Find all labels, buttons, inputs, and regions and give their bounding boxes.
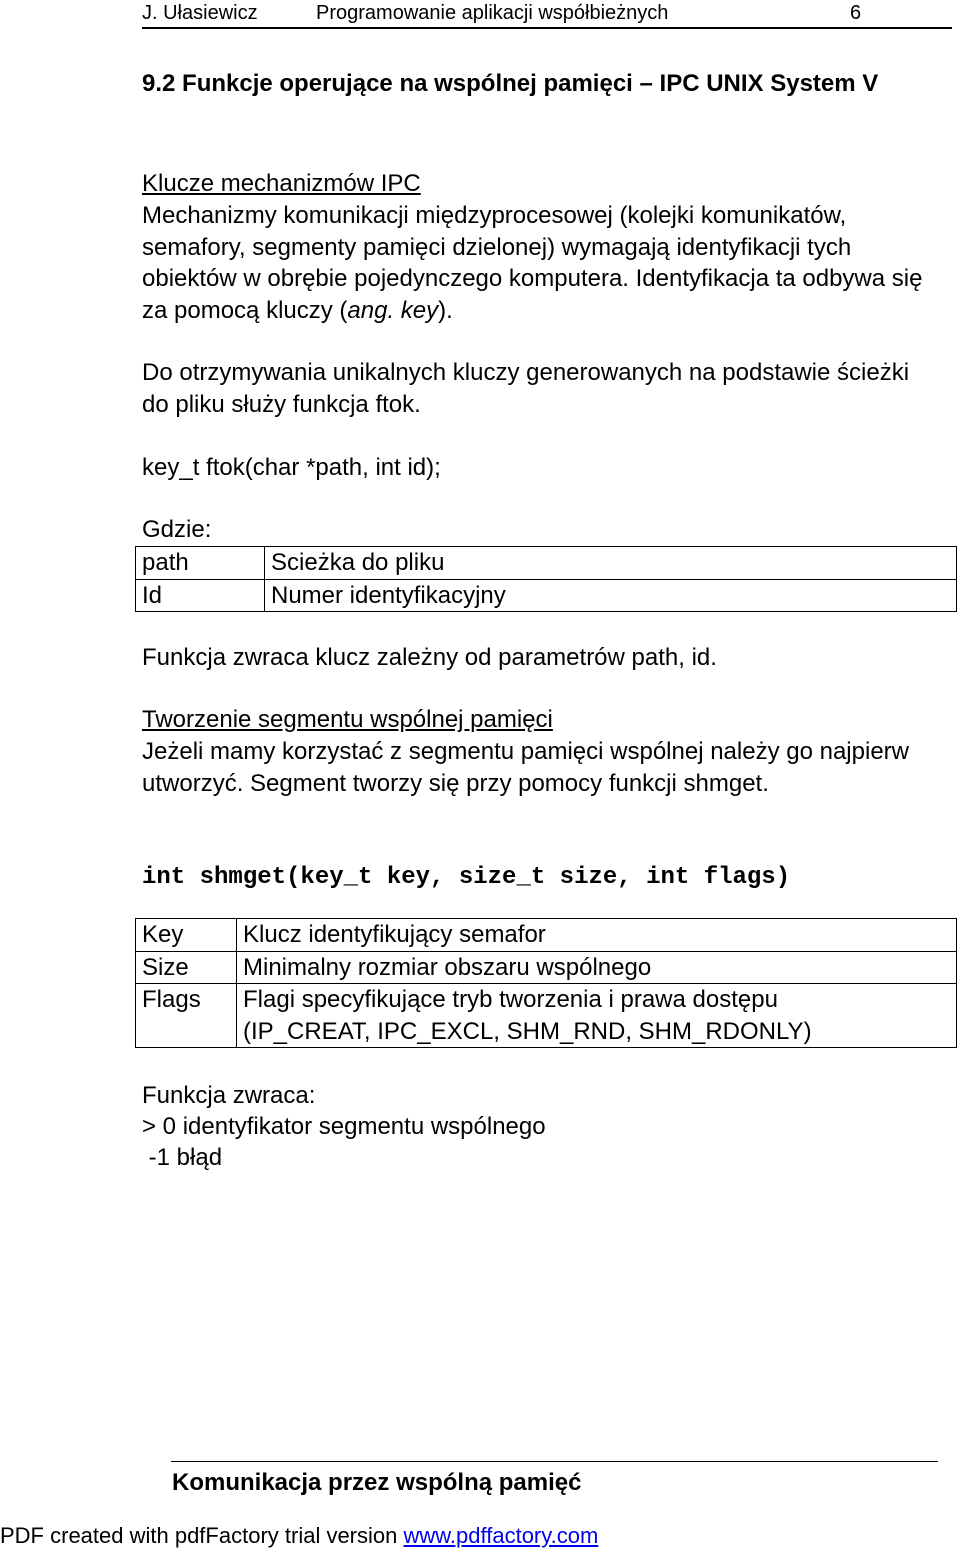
param-desc: Klucz identyfikujący semafor [237, 919, 957, 952]
keys-paragraph-1-ang: ang. key [347, 296, 439, 324]
shmget-returns-ok: > 0 identyfikator segmentu wspólnego [142, 1113, 546, 1140]
keys-paragraph-1-text: Mechanizmy komunikacji międzyprocesowej (kolejki komunikatów, semafory, segmenty pamięci dzielonej) wymagają identyfikacji tych obiektów w obrębie pojedynczego komputera. Identyfikacja ta odbywa się za pomocą kluczy ( [142, 202, 923, 324]
table-row [136, 919, 957, 952]
param-desc [237, 984, 957, 1048]
page-header [142, 0, 861, 26]
table-row [136, 951, 957, 984]
table-row [136, 984, 957, 1048]
keys-paragraph-1-end: ). [438, 296, 453, 324]
shmget-returns-err: -1 błąd [142, 1144, 223, 1171]
shmget-signature: int shmget(key_t key, size_t size, int flags) [142, 864, 791, 891]
shmget-returns-label: Funkcja zwraca: [142, 1082, 316, 1109]
param-name: path [136, 547, 265, 580]
keys-paragraph-2: Do otrzymywania unikalnych kluczy generowanych na podstawie ścieżki do pliku służy funkcja ftok. [142, 359, 910, 418]
header-author: J. Ułasiewicz [142, 2, 258, 24]
footer-divider [171, 1461, 938, 1462]
ftok-returns: Funkcja zwraca klucz zależny od parametrów path, id. [142, 644, 717, 671]
param-name: Key [136, 919, 237, 952]
param-desc: Numer identyfikacyjny [265, 579, 957, 612]
table-row [136, 547, 957, 580]
param-name: Size [136, 951, 237, 984]
param-name: Id [136, 579, 265, 612]
pdf-watermark-note [0, 1522, 598, 1550]
pdf-note-text: PDF created with pdfFactory trial version [0, 1523, 404, 1548]
param-desc-line-1: Flagi specyfikujące tryb tworzenia i prawa dostępu [243, 986, 778, 1013]
shm-paragraph: Jeżeli mamy korzystać z segmentu pamięci wspólnej należy go najpierw utworzyć. Segment tworzy się przy pomocy funkcji shmget. [142, 738, 909, 797]
footer-chapter-title: Komunikacja przez wspólną pamięć [172, 1469, 582, 1496]
shmget-params-table [135, 918, 957, 1048]
pdffactory-link[interactable]: www.pdffactory.com [403, 1523, 599, 1548]
ftok-signature: key_t ftok(char *path, int id); [142, 454, 441, 481]
keys-paragraph-1 [142, 200, 932, 326]
section-title: 9.2 Funkcje operujące na wspólnej pamięci – IPC UNIX System V [142, 70, 879, 97]
header-page-number: 6 [850, 2, 862, 24]
keys-heading: Klucze mechanizmów IPC [142, 170, 421, 197]
where-label: Gdzie: [142, 516, 212, 543]
ftok-params-table [135, 546, 957, 612]
param-desc-line-2: (IP_CREAT, IPC_EXCL, SHM_RND, SHM_RDONLY) [243, 1017, 812, 1045]
param-name: Flags [136, 984, 237, 1048]
header-divider [142, 27, 952, 29]
shm-heading: Tworzenie segmentu wspólnej pamięci [142, 706, 553, 733]
table-row [136, 579, 957, 612]
param-desc: Minimalny rozmiar obszaru wspólnego [237, 951, 957, 984]
header-course: Programowanie aplikacji współbieżnych [316, 2, 669, 24]
param-desc: Scieżka do pliku [265, 547, 957, 580]
